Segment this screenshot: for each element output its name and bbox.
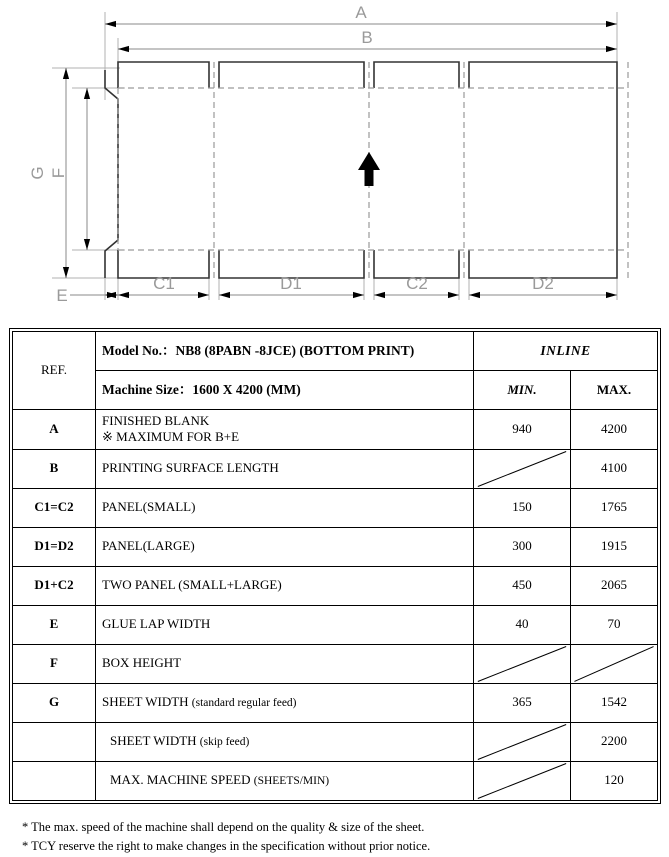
cell-max-value	[571, 661, 657, 667]
cell-min-value	[474, 778, 570, 784]
header-model-label: Model No.：NB8 (8PABN -8JCE) (BOTTOM PRINT)	[102, 342, 415, 358]
cell-max-value: 1915	[601, 538, 627, 554]
cell-max-value: 4100	[601, 460, 627, 476]
cell-max	[571, 644, 658, 683]
dimension-label-d1: D1	[280, 274, 302, 293]
cell-ref-text: D1=D2	[34, 538, 74, 554]
cell-min	[474, 605, 571, 644]
dimension-label-d2: D2	[532, 274, 554, 293]
specification-table	[12, 331, 658, 801]
dimension-label-c2: C2	[406, 274, 428, 293]
cell-ref-text: F	[50, 655, 58, 671]
cell-description-text: SHEET WIDTH (skip feed)	[110, 733, 250, 749]
table-row	[13, 761, 658, 800]
cell-ref	[13, 410, 96, 450]
cell-min	[474, 761, 571, 800]
header-cell-model	[96, 332, 474, 371]
cell-description	[96, 527, 474, 566]
dimension-label-c1: C1	[153, 274, 175, 293]
cell-max	[571, 488, 658, 527]
cell-min	[474, 410, 571, 450]
cell-ref	[13, 605, 96, 644]
cell-ref-text	[13, 739, 95, 745]
cell-ref-text	[13, 778, 95, 784]
cell-min-value	[474, 466, 570, 472]
glue-lap-outline	[105, 70, 118, 278]
cell-max-value: 70	[607, 616, 621, 632]
feed-direction-arrow	[358, 152, 380, 186]
header-min-label: MIN.	[507, 381, 537, 397]
cell-min	[474, 644, 571, 683]
cell-min-value: 365	[512, 694, 532, 710]
cell-description-text: PANEL(LARGE)	[102, 538, 195, 554]
header-cell-max	[571, 371, 658, 410]
footnote-1: * The max. speed of the machine shall depend on the quality & size of the sheet.	[22, 820, 425, 834]
cell-description	[96, 644, 474, 683]
cell-description-text: TWO PANEL (SMALL+LARGE)	[102, 577, 282, 593]
header-ref-label: REF.	[40, 362, 68, 378]
cell-min	[474, 722, 571, 761]
cell-ref-text: E	[49, 616, 59, 632]
cell-ref-text: D1+C2	[34, 577, 74, 593]
cell-max-value: 120	[604, 772, 624, 788]
cell-ref	[13, 449, 96, 488]
table-row	[13, 722, 658, 761]
cell-max-value: 2065	[601, 577, 627, 593]
cell-description	[96, 449, 474, 488]
box-blank-diagram	[0, 0, 669, 322]
cell-min	[474, 566, 571, 605]
cell-min	[474, 683, 571, 722]
cell-description-text: PANEL(SMALL)	[102, 499, 196, 515]
cell-ref-text: A	[49, 421, 59, 437]
dimension-label-e: E	[56, 286, 68, 305]
cell-description-text: FINISHED BLANK	[102, 413, 210, 428]
cell-max-value: 1765	[601, 499, 627, 515]
cell-ref	[13, 644, 96, 683]
cell-description	[96, 761, 474, 800]
cell-min	[474, 488, 571, 527]
cell-max-value: 1542	[601, 694, 627, 710]
cell-max-value: 2200	[601, 733, 627, 749]
footnote-2: * TCY reserve the right to make changes in the specification without prior notice.	[22, 839, 431, 854]
cell-ref	[13, 722, 96, 761]
header-group-label: INLINE	[540, 342, 591, 358]
cell-min	[474, 527, 571, 566]
cell-description-text: GLUE LAP WIDTH	[102, 616, 211, 632]
table-row	[13, 527, 658, 566]
header-cell-machine-size	[96, 371, 474, 410]
cell-description-text: BOX HEIGHT	[102, 655, 182, 671]
table-row	[13, 605, 658, 644]
header-cell-group	[474, 332, 658, 371]
cell-min-value: 150	[512, 499, 532, 515]
cell-ref	[13, 488, 96, 527]
cell-min-value: 300	[512, 538, 532, 554]
header-cell-min	[474, 371, 571, 410]
cell-description	[96, 605, 474, 644]
cell-max	[571, 761, 658, 800]
header-max-label: MAX.	[596, 381, 632, 397]
cell-min-value: 940	[512, 421, 532, 437]
dimension-label-g: G	[28, 166, 47, 180]
cell-max	[571, 527, 658, 566]
table-row	[13, 449, 658, 488]
cell-max	[571, 605, 658, 644]
header-machine-size-label: Machine Size：1600 X 4200 (MM)	[102, 381, 301, 397]
cell-max	[571, 722, 658, 761]
specification-table-wrapper	[12, 331, 657, 801]
cell-ref-text: B	[49, 460, 59, 476]
cell-description	[96, 410, 474, 450]
header-cell-ref	[13, 332, 96, 410]
cell-ref	[13, 761, 96, 800]
cell-ref-text: G	[48, 694, 60, 710]
witness-lines	[52, 12, 617, 300]
cell-max	[571, 449, 658, 488]
cell-description	[96, 722, 474, 761]
table-header-row-1	[13, 332, 658, 371]
cell-description	[96, 566, 474, 605]
cell-ref	[13, 566, 96, 605]
cell-description-note: ※ MAXIMUM FOR B+E	[102, 429, 240, 445]
cell-min-value: 40	[515, 616, 529, 632]
table-header-row-2	[13, 371, 658, 410]
table-row	[13, 488, 658, 527]
cell-ref	[13, 683, 96, 722]
cell-max	[571, 410, 658, 450]
cell-min-value	[474, 661, 570, 667]
cell-description-text: SHEET WIDTH (standard regular feed)	[102, 694, 297, 710]
table-row	[13, 644, 658, 683]
cell-max-value: 4200	[601, 421, 627, 437]
dimension-label-f: F	[49, 167, 68, 179]
cell-description	[96, 683, 474, 722]
dimension-label-a: A	[355, 3, 367, 22]
cell-description	[96, 488, 474, 527]
cell-ref-text: C1=C2	[34, 499, 74, 515]
cell-ref	[13, 527, 96, 566]
table-row	[13, 566, 658, 605]
top-flaps	[118, 62, 617, 88]
cell-description-text: PRINTING SURFACE LENGTH	[102, 460, 279, 476]
cell-min-value	[474, 739, 570, 745]
cell-min-value: 450	[512, 577, 532, 593]
table-row	[13, 683, 658, 722]
cell-min	[474, 449, 571, 488]
cell-max	[571, 683, 658, 722]
table-row	[13, 410, 658, 450]
dimension-label-b: B	[361, 28, 373, 47]
footnotes	[22, 818, 642, 857]
cell-max	[571, 566, 658, 605]
cell-description-text: MAX. MACHINE SPEED (SHEETS/MIN)	[110, 772, 330, 788]
